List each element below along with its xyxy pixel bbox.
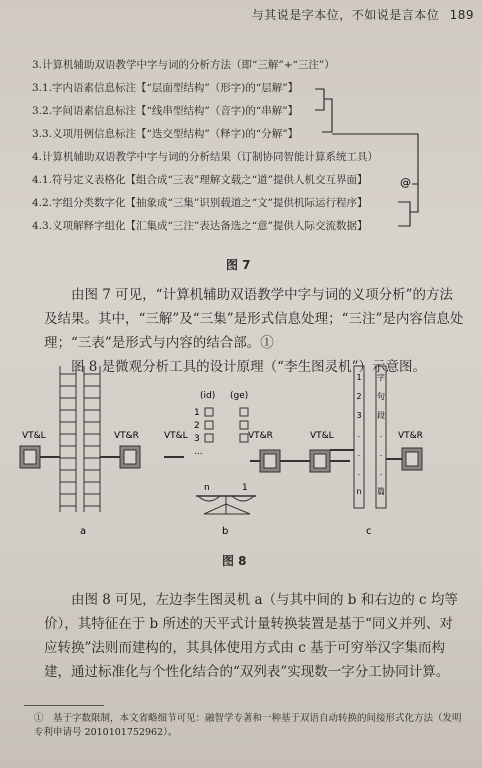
page-number: 189 [449,8,474,22]
column-cell: . [357,468,361,477]
vtr-label-c: VT&R [398,431,423,441]
fig7-line: 4.2.字组分类数字化【抽象成“三集”识别载道之“文”提供机际运行程序】 [32,197,368,209]
figure-7 [32,58,452,244]
column-cell: . [379,468,383,477]
column-cell: 段 [377,411,385,420]
fig7-line: 3.2.字间语素信息标注【“线串型结构”（音字)的“串解”】 [32,105,299,117]
running-head [238,6,474,23]
id-row: 1 [194,408,200,418]
vtr-label-a: VT&R [114,431,139,441]
figure-8 [14,364,474,544]
panel-a-label: a [80,526,87,537]
column-cell: 字 [377,373,385,382]
fig7-line: 4.3.义项解释字组化【汇集成“三注”表达备选之“意”提供人际交流数据】 [32,220,368,232]
column-cell: 1 [356,373,362,382]
column-cell: n [356,487,362,496]
column-cell: 篇 [377,487,385,496]
n-label: n [204,483,210,493]
column-cell: 3 [356,411,362,420]
vtr-label-b: VT&R [248,431,273,441]
ge-header: (ge) [230,391,249,401]
panel-c-label: c [366,526,372,537]
one-label: 1 [242,483,248,493]
running-head-title: 与其说是字本位，不如说是言本位 [251,8,440,22]
column-cell: . [379,430,383,439]
paragraph-text: 由图 7 可见，“计算机辅助双语教学中字与词的义项分析”的方法及结果。其中，“三解”及“三集”是形式信息处理；“三注”是内容信息处理；“三表”是形式与内容的结合部。① [44,287,464,351]
column-cell: . [357,430,361,439]
fig7-line: 3.3.义项用例信息标注【“迭交型结构”（释字)的“分解”】 [32,128,299,140]
vtl-label-b: VT&L [164,431,188,441]
figure-7-caption: 图 7 [226,258,251,272]
figure-8-caption: 图 8 [222,554,247,568]
fig7-line: 4.计算机辅助双语教学中字与词的分析结果（订制协同智能计算系统工具） [32,151,379,163]
panel-b-label: b [222,526,229,537]
vtl-label-b2: VT&L [310,431,334,441]
fig7-line: 4.1.符号定义表格化【组合成“三表”理解文载之“道”提供人机交互界面】 [32,174,368,186]
footnote-rule [24,705,104,706]
paragraph-text: 由图 8 可见，左边李生图灵机 a（与其中间的 b 和右边的 c 均等价），其特征在于 b 所述的天平式计量转换装置是基于“同义并列、对应转换”法则而建构的，其具体使用方式由 c 基于可穷举汉字集而构建，通过标准化与个性化结合的“双列表”实现数一字分工协同计算。 [44,592,458,680]
paragraph-text: 图 8 是微观分析工具的设计原理（“李生图灵机”）示意图。 [44,359,426,375]
column-cell: . [357,449,361,458]
id-row: 2 [194,421,200,431]
id-row: ... [194,447,203,457]
fig7-at-symbol: @ [400,176,411,189]
fig7-line: 3.计算机辅助双语教学中字与词的分析方法（即“三解”+“三注”） [32,59,335,71]
fig7-brackets [32,58,452,244]
id-row: 3 [194,434,200,444]
fig7-line: 3.1.字内语素信息标注【“层面型结构”（形字)的“层解”】 [32,82,299,94]
id-header: (id) [200,391,216,401]
vtl-label-a: VT&L [22,431,46,441]
body-paragraph-2 [44,588,464,684]
column-cell: 句 [377,392,385,401]
column-cell: . [379,449,383,458]
column-cell: 2 [356,392,362,401]
footnote: ① 基于字数限制，本文省略细节可见：融智学专著和一种基于双语自动转换的间接形式化方法（发明专利申请号 2010101752962）。 [34,713,462,738]
